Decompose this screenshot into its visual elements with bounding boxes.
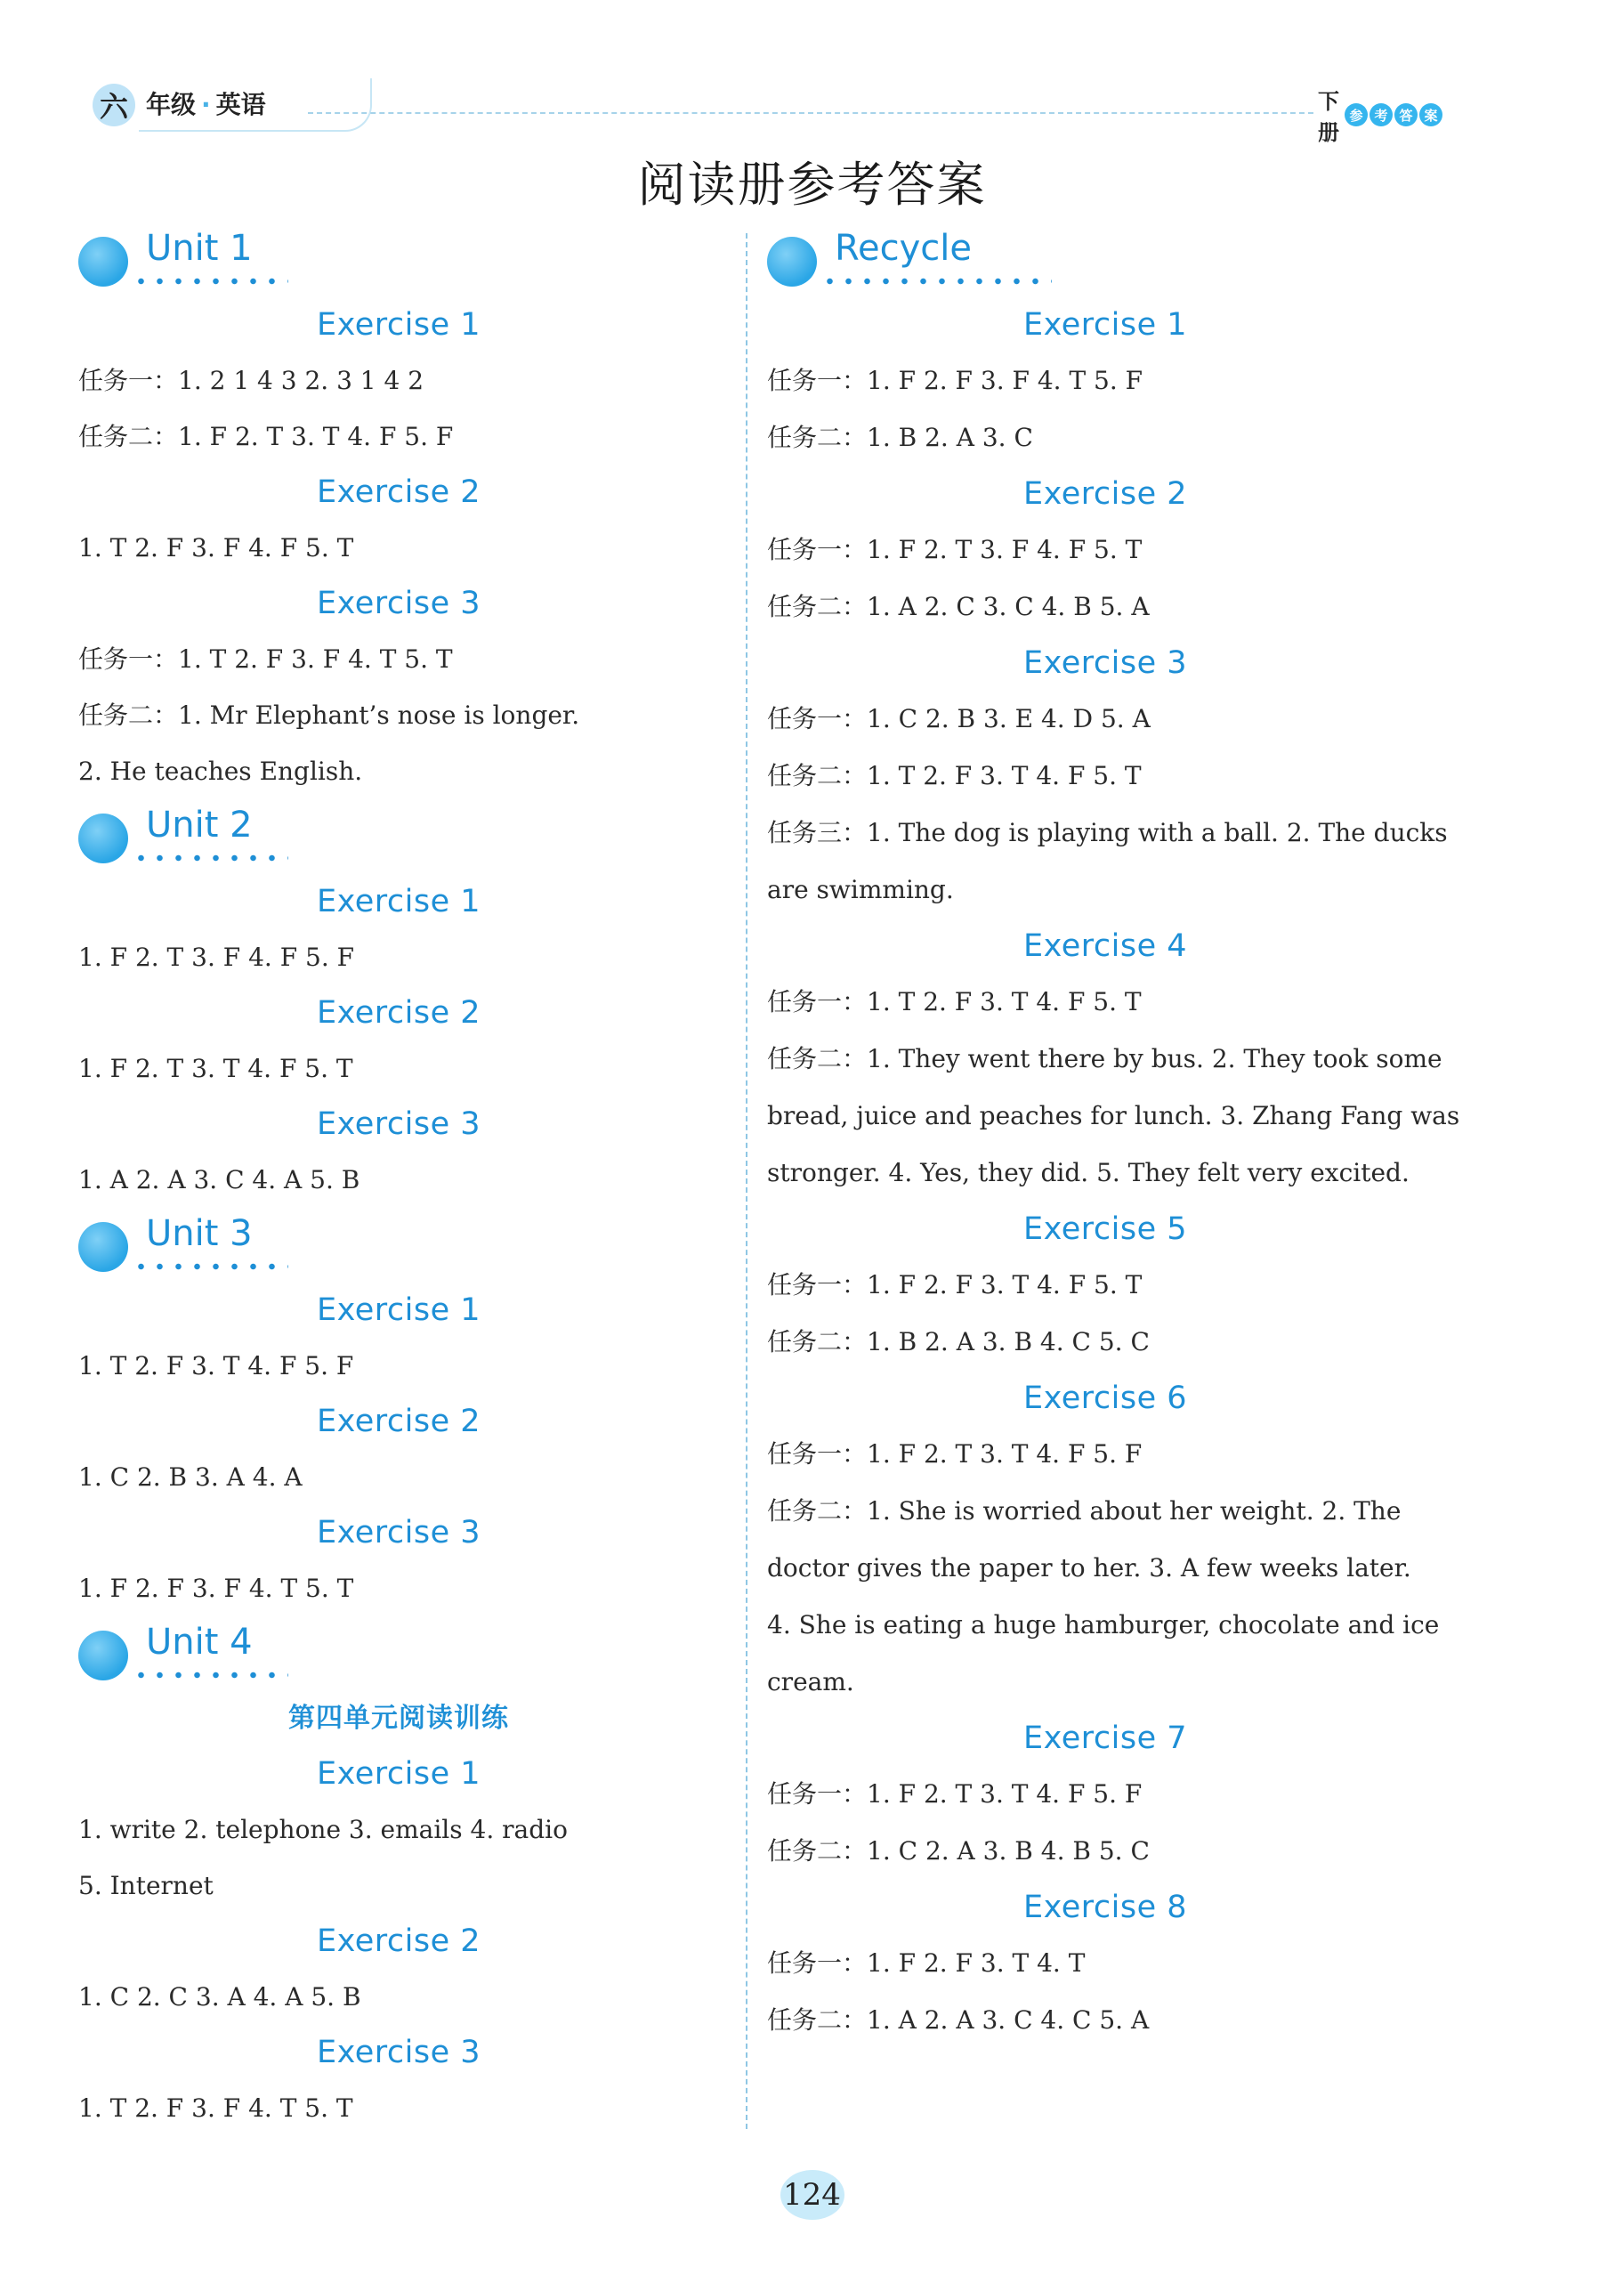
- answer-line: doctor gives the paper to her. 3. A few weeks later.: [767, 1553, 1411, 1583]
- answer-line: 任务一：1. F 2. T 3. F 4. F 5. T: [767, 535, 1143, 564]
- grade-badge: 六: [93, 84, 135, 126]
- answer-line: stronger. 4. Yes, they did. 5. They felt very excited.: [767, 1158, 1410, 1187]
- page-number: [0, 2170, 1624, 2220]
- answer-line: 任务二：1. They went there by bus. 2. They took some: [767, 1044, 1442, 1073]
- exercise-heading: Exercise 1: [1022, 307, 1188, 343]
- answer-line: 任务三：1. The dog is playing with a ball. 2. The ducks: [767, 818, 1448, 847]
- answer-line: 任务二：1. F 2. T 3. T 4. F 5. F: [78, 422, 454, 451]
- answers-chip-char: 参: [1345, 103, 1368, 126]
- left-column: [78, 223, 719, 2136]
- unit-ball-icon: [78, 1631, 128, 1680]
- exercise-heading: Exercise 1: [316, 1292, 481, 1328]
- dotted-underline: [820, 278, 1052, 285]
- answer-line: 任务一：1. T 2. F 3. F 4. T 5. T: [78, 644, 453, 674]
- right-column: [767, 223, 1460, 2049]
- answers-chip-char: 答: [1394, 103, 1418, 126]
- unit-ball-icon: [78, 1222, 128, 1272]
- exercise-heading: Exercise 6: [1022, 1380, 1188, 1416]
- dotted-underline: [132, 1672, 288, 1679]
- answer-line: 任务二：1. A 2. C 3. C 4. B 5. A: [767, 592, 1150, 621]
- exercise-heading: Exercise 2: [316, 995, 481, 1031]
- exercise-heading: Exercise 2: [316, 1404, 481, 1439]
- unit-label: Recycle: [835, 228, 972, 269]
- unit-3-heading: [78, 1211, 719, 1283]
- recycle-heading: [767, 226, 1443, 297]
- answer-line: 1. C 2. C 3. A 4. A 5. B: [78, 1982, 361, 2012]
- answer-line: 任务二：1. Mr Elephant’s nose is longer.: [78, 700, 580, 730]
- answer-line: are swimming.: [767, 875, 954, 904]
- unit-2-heading: [78, 803, 719, 874]
- answer-line: 任务二：1. B 2. A 3. C: [767, 423, 1033, 452]
- exercise-heading: Exercise 1: [316, 884, 481, 919]
- page-title: 阅读册参考答案: [637, 157, 987, 213]
- exercise-heading: Exercise 2: [1022, 476, 1188, 512]
- grade-label: 年级: [146, 90, 197, 119]
- answers-chip-char: 考: [1369, 103, 1393, 126]
- answer-line: 任务一：1. F 2. T 3. T 4. F 5. F: [767, 1439, 1143, 1469]
- exercise-heading: Exercise 2: [316, 1923, 481, 1959]
- unit-1-heading: [78, 226, 719, 297]
- unit-ball-icon: [78, 814, 128, 863]
- answer-line: cream.: [767, 1667, 854, 1696]
- dotted-underline: [132, 854, 288, 862]
- exercise-heading: Exercise 7: [1022, 1720, 1188, 1756]
- answer-line: 任务一：1. F 2. F 3. T 4. F 5. T: [767, 1270, 1143, 1299]
- unit-ball-icon: [767, 237, 817, 287]
- answers-chip-char: 案: [1419, 103, 1442, 126]
- unit-label: Unit 4: [146, 1622, 253, 1663]
- unit-4-subtitle: 第四单元阅读训练: [288, 1703, 509, 1734]
- answer-line: 1. C 2. B 3. A 4. A: [78, 1462, 303, 1492]
- answer-line: 任务一：1. 2 1 4 3 2. 3 1 4 2: [78, 366, 424, 395]
- answer-line: 任务一：1. C 2. B 3. E 4. D 5. A: [767, 704, 1151, 733]
- unit-4-heading: [78, 1620, 719, 1691]
- exercise-heading: Exercise 5: [1022, 1211, 1188, 1247]
- dotted-underline: [132, 1263, 288, 1270]
- answer-line: 1. T 2. F 3. T 4. F 5. F: [78, 1351, 354, 1380]
- answer-line: 任务一：1. F 2. F 3. T 4. T: [767, 1948, 1086, 1978]
- answer-line: 任务一：1. F 2. F 3. F 4. T 5. F: [767, 366, 1143, 395]
- answer-line: 任务二：1. A 2. A 3. C 4. C 5. A: [767, 2005, 1150, 2035]
- answers-chip: [1345, 103, 1442, 126]
- exercise-heading: Exercise 3: [316, 1515, 481, 1550]
- exercise-heading: Exercise 1: [316, 1756, 481, 1792]
- dotted-underline: [132, 278, 288, 285]
- exercise-heading: Exercise 3: [316, 2035, 481, 2070]
- answer-line: 1. F 2. T 3. F 4. F 5. F: [78, 943, 355, 972]
- header-dashed-rule: [308, 112, 1313, 114]
- unit-label: Unit 3: [146, 1213, 253, 1254]
- unit-label: Unit 1: [146, 228, 253, 269]
- grade-subject-label: 年级 · 英语: [146, 90, 266, 119]
- unit-ball-icon: [78, 237, 128, 287]
- exercise-heading: Exercise 2: [316, 474, 481, 510]
- exercise-heading: Exercise 3: [316, 586, 481, 621]
- exercise-heading: Exercise 8: [1022, 1890, 1188, 1925]
- exercise-heading: Exercise 3: [316, 1106, 481, 1142]
- answer-line: 1. F 2. F 3. F 4. T 5. T: [78, 1574, 354, 1603]
- answer-line: 任务二：1. She is worried about her weight. 2. The: [767, 1496, 1402, 1526]
- answer-line: 1. F 2. T 3. T 4. F 5. T: [78, 1054, 353, 1083]
- answer-line: 任务二：1. B 2. A 3. B 4. C 5. C: [767, 1327, 1150, 1356]
- header-volume: [1318, 84, 1442, 146]
- answer-line: 任务一：1. F 2. T 3. T 4. F 5. F: [767, 1779, 1143, 1809]
- answer-line: 任务二：1. C 2. A 3. B 4. B 5. C: [767, 1836, 1150, 1866]
- answer-line: 4. She is eating a huge hamburger, chocolate and ice: [767, 1610, 1440, 1639]
- page-number-text: 124: [780, 2170, 844, 2220]
- exercise-heading: Exercise 3: [1022, 645, 1188, 681]
- column-divider: [746, 233, 747, 2129]
- exercise-heading: Exercise 4: [1022, 928, 1188, 964]
- answer-line: 2. He teaches English.: [78, 757, 363, 786]
- exercise-heading: Exercise 1: [316, 307, 481, 343]
- answer-line: 1. A 2. A 3. C 4. A 5. B: [78, 1165, 360, 1194]
- answer-line: 1. T 2. F 3. F 4. F 5. T: [78, 533, 354, 563]
- answer-line: 任务二：1. T 2. F 3. T 4. F 5. T: [767, 761, 1142, 790]
- unit-label: Unit 2: [146, 805, 253, 846]
- answer-line: 1. write 2. telephone 3. emails 4. radio: [78, 1815, 568, 1844]
- answer-line: 任务一：1. T 2. F 3. T 4. F 5. T: [767, 987, 1142, 1016]
- subject-label: 英语: [215, 90, 266, 119]
- answer-line: bread, juice and peaches for lunch. 3. Zhang Fang was: [767, 1101, 1460, 1130]
- answer-line: 5. Internet: [78, 1871, 214, 1900]
- volume-label: 下册: [1318, 89, 1339, 145]
- answer-line: 1. T 2. F 3. F 4. T 5. T: [78, 2093, 353, 2123]
- page-header: [77, 75, 1438, 145]
